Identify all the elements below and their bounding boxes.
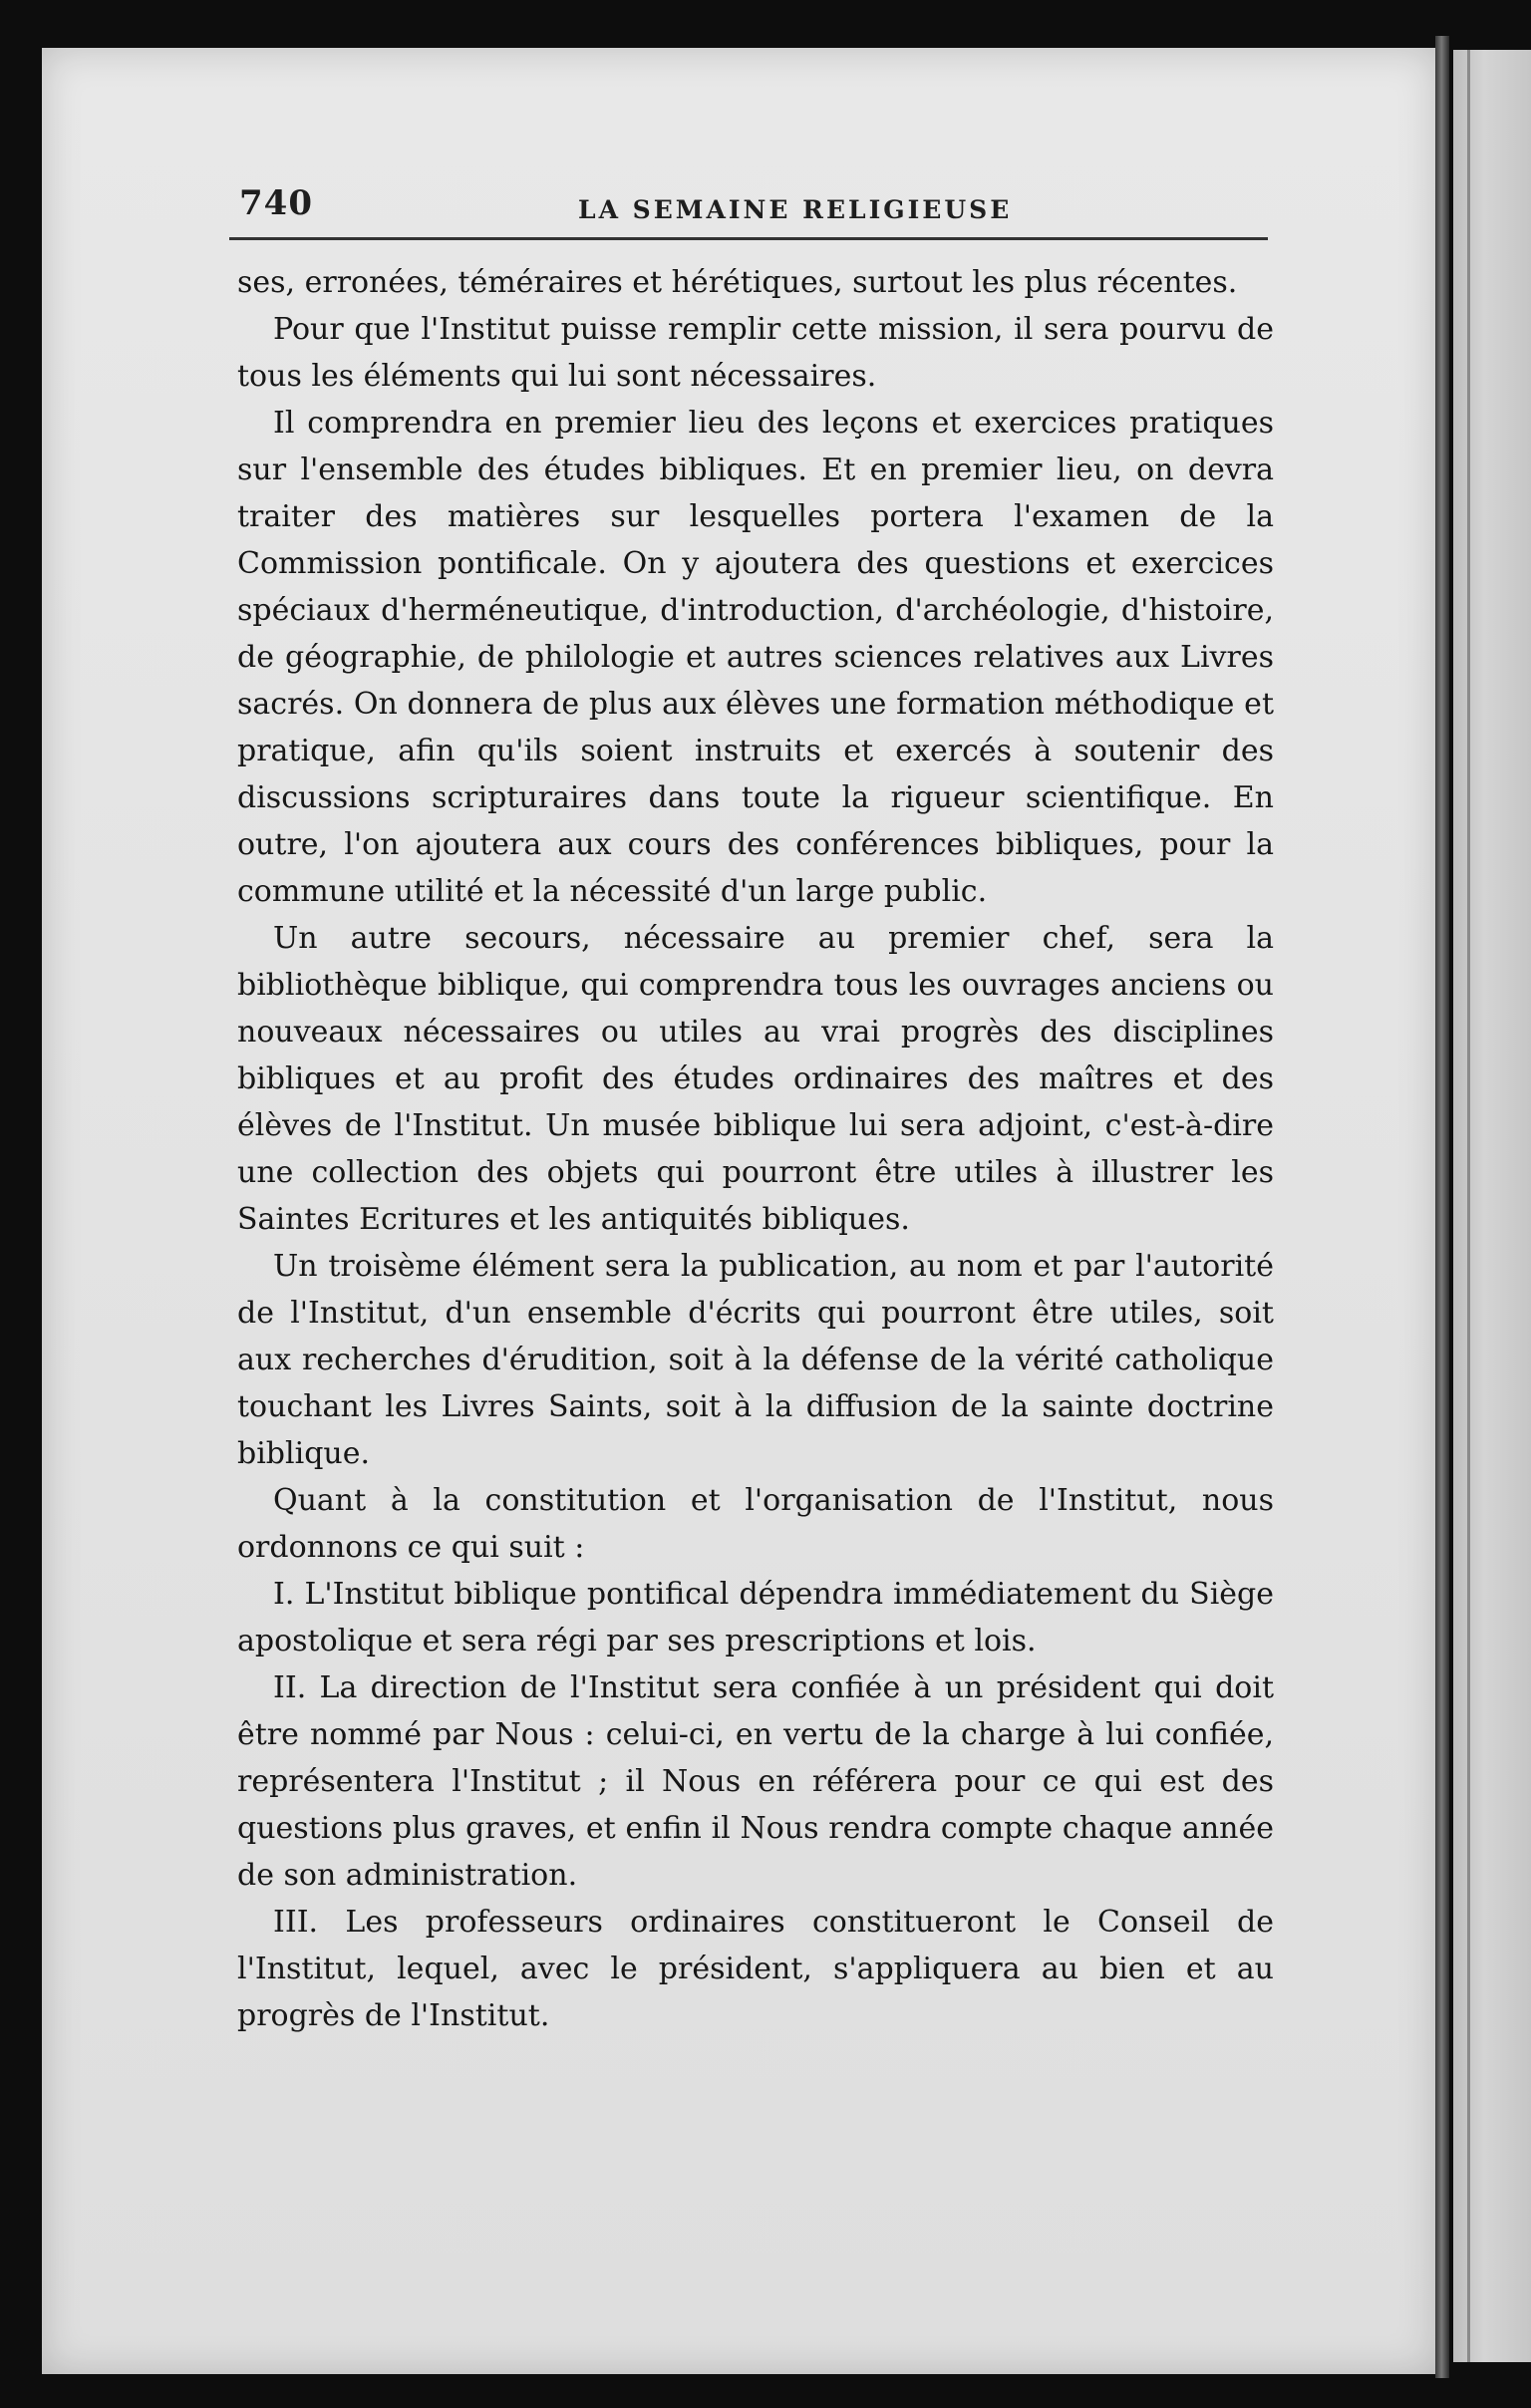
page-number: 740 (239, 183, 313, 223)
header-rule (229, 237, 1268, 240)
paragraph-constitution: Quant à la constitution et l'organisation de l'Institut, nous ordonnons ce qui suit : (237, 1483, 1274, 1565)
paragraph-mission: Pour que l'Institut puisse remplir cette mission, il sera pourvu de tous les éléments qui lui sont nécessaires. (237, 312, 1274, 394)
running-title: LA SEMAINE RELIGIEUSE (578, 195, 1013, 224)
paragraph-library: Un autre secours, nécessaire au premier chef, sera la bibliothèque biblique, qui comprendra tous les ouvrages anciens ou nouveaux nécessaires ou utiles au vrai progrès des disciplines bibliques et au profit des études ordinaires des maîtres et des élèves de l'Institut. Un musée biblique lui sera adjoint, c'est-à-dire une collection des objets qui pourront être utiles à illustrer les Saintes Ecritures et les antiquités bibliques. (237, 921, 1274, 1237)
body-text (237, 259, 1274, 2113)
page-gutter-edge (1435, 36, 1449, 2378)
article-ii: II. La direction de l'Institut sera confiée à un président qui doit être nommé par Nous : celui-ci, en vertu de la charge à lui confiée, représentera l'Institut ; il Nous en référera pour ce qui est des questions plus graves, et enfin il Nous rendra compte chaque année de son administration. (237, 1670, 1274, 1893)
paragraph-lessons: Il comprendra en premier lieu des leçons et exercices pratiques sur l'ensemble des études bibliques. Et en premier lieu, on devra traiter des matières sur lesquelles portera l'examen de la Commission pontificale. On y ajoutera des questions et exercices spéciaux d'herméneutique, d'introduction, d'archéologie, d'histoire, de géographie, de philologie et autres sciences relatives aux Livres sacrés. On donnera de plus aux élèves une formation méthodique et pratique, afin qu'ils soient instruits et exercés à soutenir des discussions scripturaires dans toute la rigueur scientifique. En outre, l'on ajoutera aux cours des conférences bibliques, pour la commune utilité et la nécessité d'un large public. (237, 406, 1274, 909)
article-i: I. L'Institut biblique pontifical dépendra immédiatement du Siège apostolique et sera régi par ses prescriptions et lois. (237, 1577, 1274, 1658)
paragraph-continuation: ses, erronées, téméraires et hérétiques, surtout les plus récentes. (237, 265, 1238, 300)
adjacent-page-shadow (1467, 50, 1470, 2362)
paragraph-publication: Un troisème élément sera la publication, au nom et par l'autorité de l'Institut, d'un ensemble d'écrits qui pourront être utiles, soit aux recherches d'érudition, soit à la défense de la vérité catholique touchant les Livres Saints, soit à la diffusion de la sainte doctrine biblique. (237, 1249, 1274, 1471)
page-header (239, 150, 1268, 229)
adjacent-page-edge (1453, 50, 1531, 2362)
article-iii: III. Les professeurs ordinaires constitueront le Conseil de l'Institut, lequel, avec le président, s'appliquera au bien et au progrès de l'Institut. (237, 1905, 1274, 2033)
